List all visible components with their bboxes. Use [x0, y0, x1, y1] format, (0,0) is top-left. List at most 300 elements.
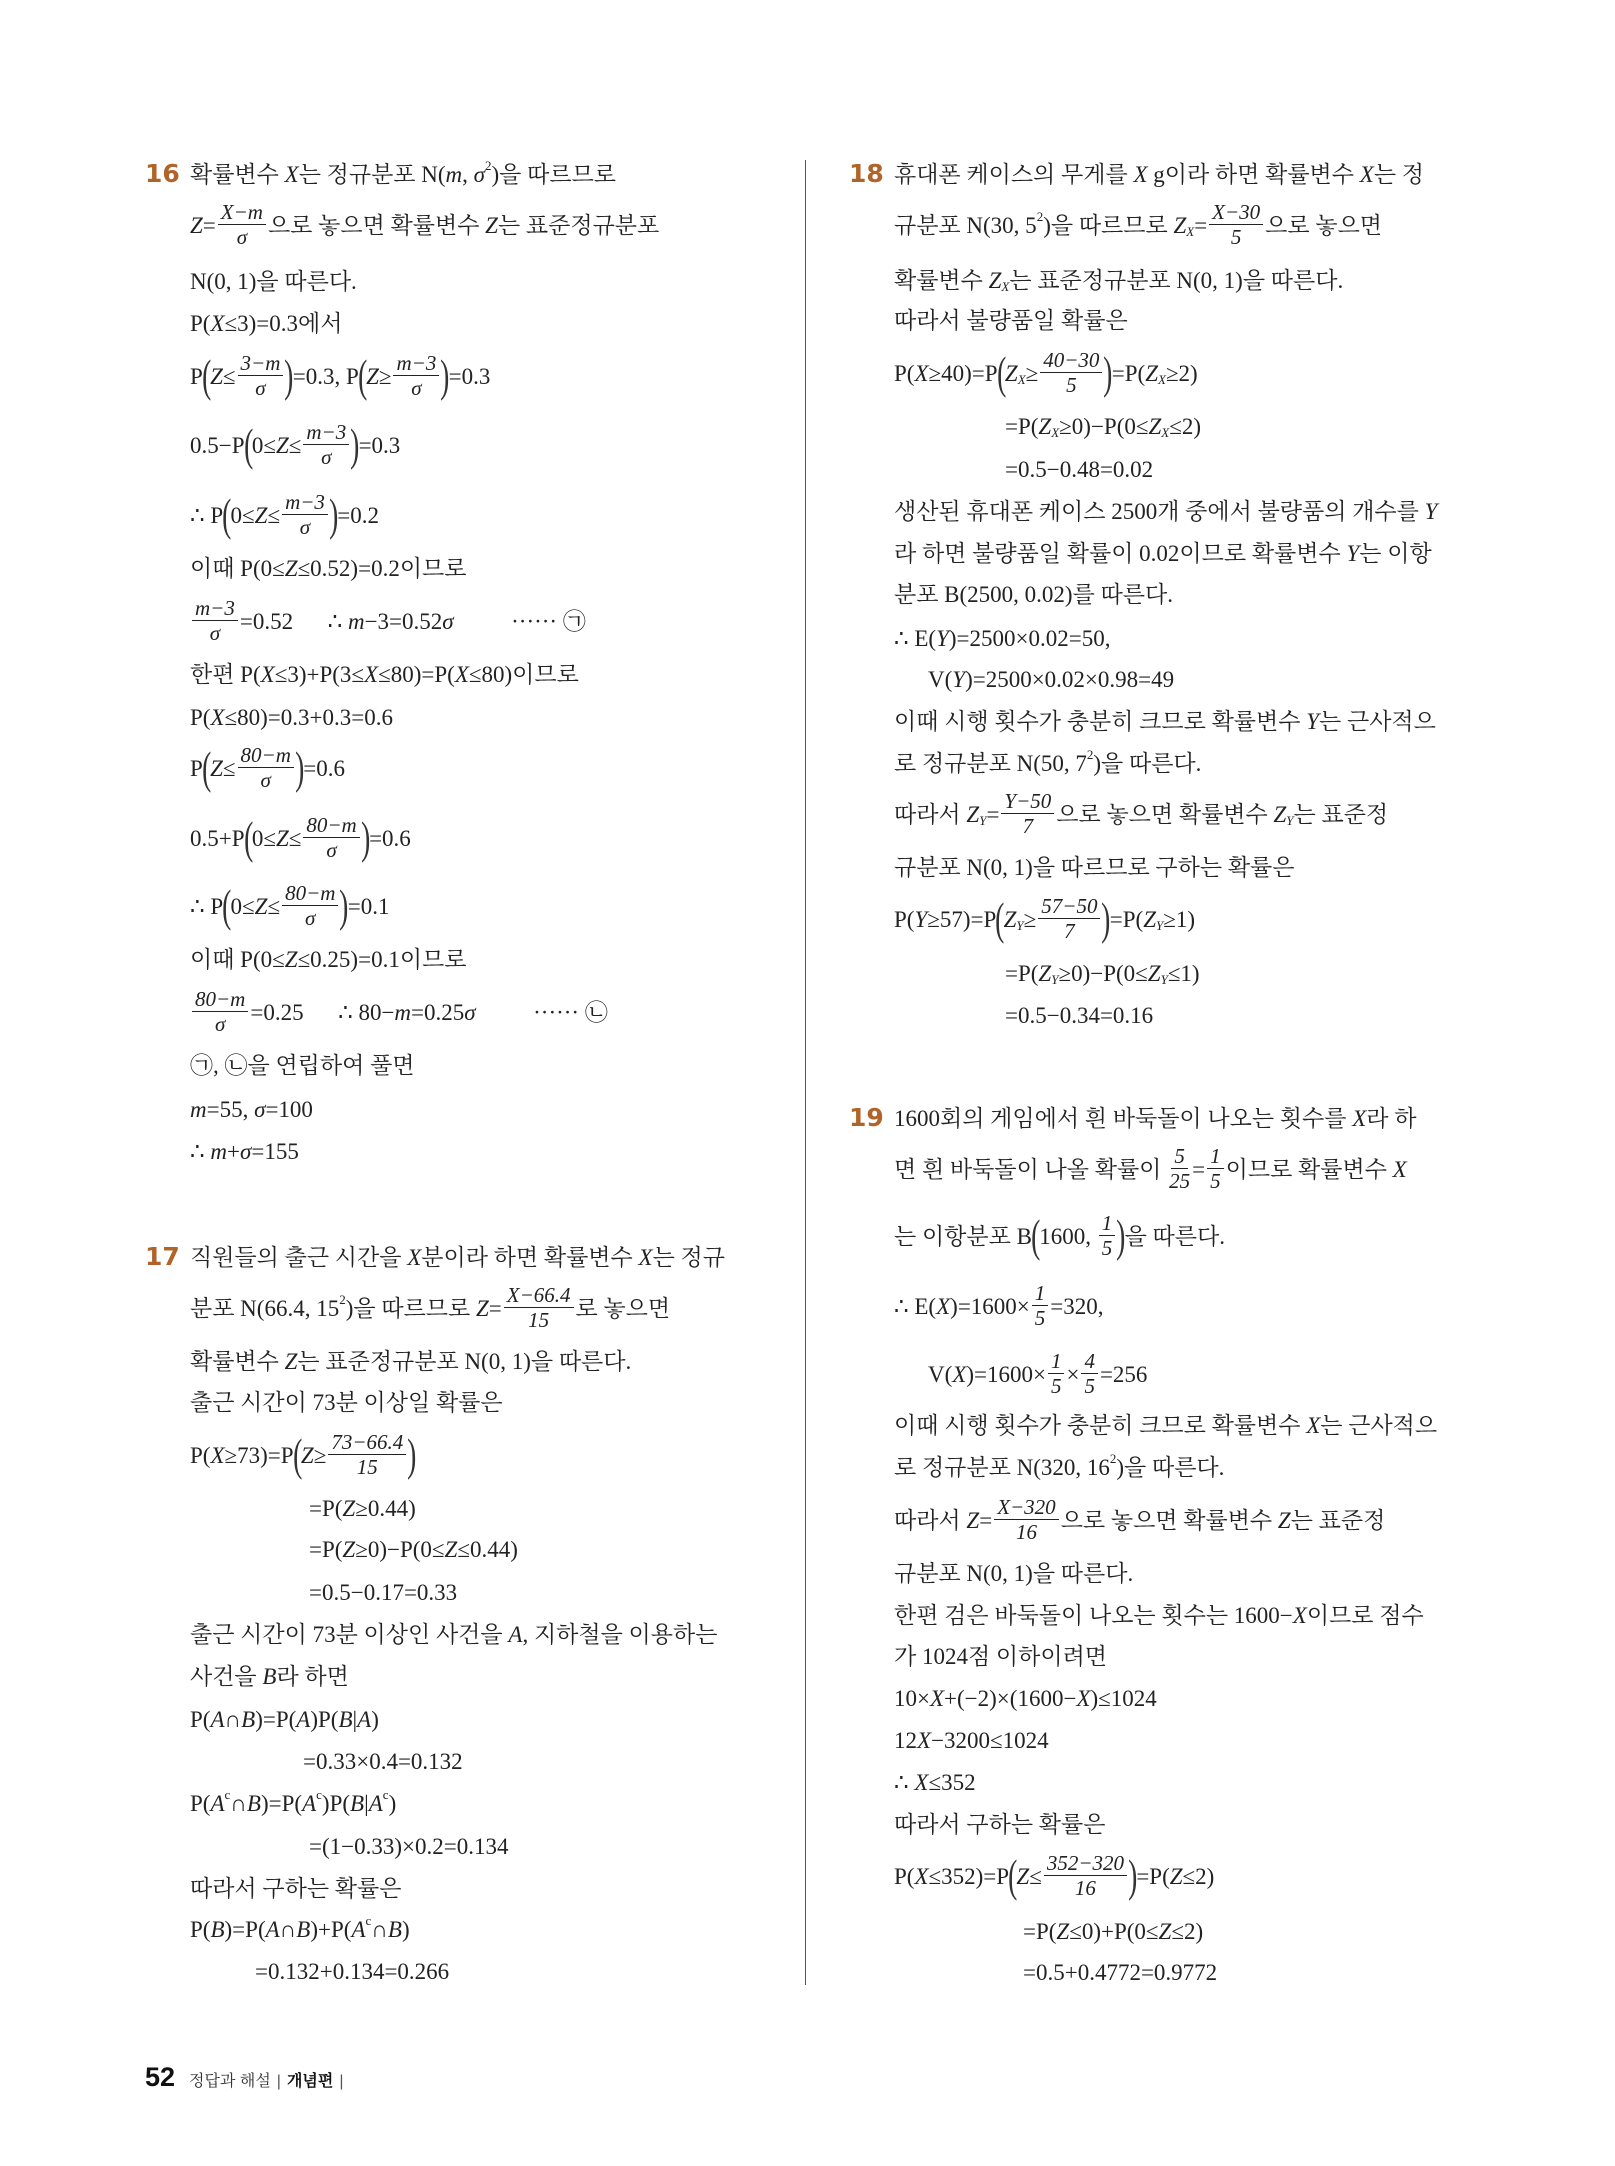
math-variable: Z — [366, 363, 379, 389]
text-segment: 으로 놓으면 — [1265, 212, 1383, 238]
math-variable: m — [190, 1096, 207, 1122]
text-segment: ≤ — [222, 755, 236, 781]
fraction-denominator: 7 — [1064, 919, 1075, 943]
solution-line — [894, 705, 1436, 737]
math-variable: X — [1392, 1156, 1407, 1182]
text-segment: 출근 시간이 73분 이상일 확률은 — [190, 1389, 503, 1415]
solution-line — [190, 419, 401, 470]
fraction — [1099, 1213, 1116, 1259]
math-variable: Z — [342, 1536, 356, 1562]
text-segment: =0.5−0.17=0.33 — [309, 1579, 458, 1605]
text-segment: ≥ — [378, 363, 392, 389]
solution-line — [190, 158, 616, 190]
text-segment: 는 이항 — [1359, 540, 1432, 566]
fraction-numerator: 352−320 — [1044, 1853, 1127, 1876]
solution-line — [894, 893, 1196, 944]
text-segment: = — [202, 212, 216, 238]
superscript: c — [224, 1786, 231, 1802]
text-segment: , — [462, 161, 474, 187]
text-segment: ≤352)=P — [928, 1863, 1010, 1889]
fraction-numerator: 1 — [1099, 1213, 1116, 1236]
math-variable: Z — [284, 946, 298, 972]
math-variable: Z — [1273, 801, 1287, 827]
text-segment: 는 이항분포 B — [894, 1223, 1032, 1249]
solution-line — [894, 304, 1128, 336]
text-segment: ∩ — [371, 1916, 388, 1942]
text-segment: 따라서 구하는 확률은 — [190, 1875, 402, 1901]
text-segment: N(0, 1)을 따른다. — [190, 268, 357, 294]
fraction — [218, 202, 266, 248]
text-segment: P( — [894, 360, 915, 386]
math-variable: Y — [914, 906, 928, 932]
math-variable: Z — [1038, 960, 1052, 986]
text-segment: ≥1) — [1163, 906, 1196, 932]
text-segment: ∩ — [279, 1916, 297, 1942]
large-parenthesis: ( — [996, 347, 1006, 398]
text-segment: ≤0.52)=0.2이므로 — [297, 555, 467, 581]
math-variable: X — [210, 704, 225, 730]
solution-line — [894, 1210, 1225, 1261]
large-parenthesis: ( — [243, 419, 253, 470]
column-divider — [805, 160, 806, 1985]
math-variable: Z — [342, 1495, 356, 1521]
text-segment: ≥40)=P — [928, 360, 998, 386]
text-segment: ≤3)+P(3≤ — [274, 661, 365, 687]
text-segment: V( — [928, 1361, 953, 1387]
fraction — [1044, 1853, 1127, 1899]
solution-line — [894, 347, 1198, 398]
fraction — [504, 1285, 574, 1331]
footer-separator: | — [276, 2073, 281, 2090]
superscript: 2 — [1036, 208, 1044, 224]
text-segment: ≤3)=0.3에서 — [224, 310, 343, 336]
problem-number: 19 — [849, 1103, 884, 1132]
superscript: 2 — [485, 157, 492, 173]
subscript: Y — [1160, 971, 1168, 987]
text-segment: )≤1024 — [1090, 1685, 1157, 1711]
text-segment: =0.5+0.4772=0.9772 — [1023, 1959, 1218, 1985]
solution-line — [190, 1049, 415, 1081]
math-variable: Z — [275, 825, 289, 851]
text-segment: P — [190, 755, 203, 781]
text-segment: =P( — [1023, 1918, 1057, 1944]
fraction — [192, 989, 248, 1035]
text-segment: =0.25 — [411, 999, 465, 1025]
fraction — [1081, 1351, 1098, 1397]
fraction-numerator: 80−m — [238, 745, 294, 768]
text-segment: g이라 하면 확률변수 — [1147, 161, 1360, 187]
text-segment: ∴ — [894, 1769, 915, 1795]
text-segment: =0.132+0.134=0.266 — [255, 1958, 450, 1984]
math-variable: Z — [1147, 960, 1161, 986]
text-segment: )=2500×0.02=50, — [948, 625, 1111, 651]
text-segment: )=P( — [255, 1706, 297, 1732]
text-segment: ) — [401, 1916, 410, 1942]
math-variable: X — [210, 1442, 225, 1468]
fraction-denominator: 5 — [1084, 1374, 1095, 1398]
text-segment: 0≤ — [230, 502, 255, 528]
text-segment: 0≤ — [251, 432, 276, 458]
text-segment: ≤0.44) — [457, 1536, 518, 1562]
math-variable: Z — [210, 363, 223, 389]
text-segment: 이때 P(0≤ — [190, 555, 285, 581]
text-segment: ······ ㉡ — [475, 999, 608, 1025]
solution-line — [894, 1766, 976, 1798]
text-segment: ≥0.44) — [355, 1495, 416, 1521]
text-segment: −3=0.52 — [364, 608, 443, 634]
text-segment: =0.5−0.48=0.02 — [1005, 456, 1154, 482]
fraction — [238, 745, 294, 791]
solution-line — [309, 1492, 416, 1524]
text-segment: = — [986, 801, 1000, 827]
text-segment: 을 따른다. — [1124, 1223, 1225, 1249]
text-segment: ≤1) — [1167, 960, 1200, 986]
text-segment: ≥ — [1025, 360, 1039, 386]
solution-line — [190, 200, 660, 249]
large-parenthesis: ) — [328, 489, 339, 540]
solution-line — [894, 200, 1383, 249]
text-segment: )=P( — [260, 1790, 303, 1816]
text-segment: , 지하철을 이용하는 — [522, 1621, 718, 1647]
superscript: 2 — [339, 1291, 346, 1307]
fraction — [1038, 896, 1100, 942]
solution-line — [190, 552, 466, 584]
text-segment: 사건을 — [190, 1663, 263, 1689]
fraction-denominator: 25 — [1169, 1169, 1191, 1193]
text-segment: 는 근사적으 — [1320, 1412, 1438, 1438]
large-parenthesis: ) — [339, 880, 349, 931]
text-segment: 확률변수 — [190, 161, 285, 187]
math-variable: X — [1359, 161, 1374, 187]
solution-line — [928, 663, 1174, 695]
solution-line — [190, 1283, 671, 1332]
text-segment: ≤ — [288, 432, 302, 458]
math-variable: B — [296, 1916, 311, 1942]
math-variable: Z — [1158, 1918, 1172, 1944]
solution-line — [1023, 1915, 1203, 1947]
math-variable: Z — [1004, 360, 1018, 386]
section-name: 개념편 — [286, 2073, 334, 2090]
math-variable: σ — [473, 161, 486, 187]
text-segment: 이므로 점수 — [1306, 1602, 1424, 1628]
solution-line — [190, 1135, 299, 1167]
superscript: c — [382, 1786, 389, 1802]
subscript: X — [1001, 278, 1010, 294]
text-segment: 1600회의 게임에서 흰 바둑돌이 나오는 횟수를 — [894, 1105, 1353, 1131]
fraction-denominator: 15 — [356, 1455, 378, 1479]
math-variable: Z — [1277, 1507, 1291, 1533]
solution-line — [309, 1576, 457, 1608]
text-segment: =0.33×0.4=0.132 — [303, 1748, 463, 1774]
book-part: 정답과 해설 — [189, 2073, 271, 2090]
math-variable: Z — [1056, 1918, 1070, 1944]
text-segment: )=1600× — [966, 1361, 1046, 1387]
fraction-numerator: 5 — [1171, 1146, 1188, 1169]
text-segment: 이때 P(0≤ — [190, 946, 285, 972]
solution-line — [190, 1913, 410, 1945]
solution-line — [190, 701, 393, 733]
text-segment: =(1−0.33)×0.2=0.134 — [309, 1833, 509, 1859]
text-segment: ≤2) — [1182, 1863, 1215, 1889]
fraction — [994, 1497, 1059, 1543]
math-variable: Y — [1346, 540, 1360, 566]
math-variable: A — [351, 1916, 366, 1942]
solution-line — [894, 264, 1343, 296]
math-variable: A — [296, 1706, 311, 1732]
text-segment: =256 — [1099, 1361, 1148, 1387]
fraction-denominator: 5 — [1066, 373, 1077, 397]
math-variable: A — [210, 1790, 225, 1816]
text-segment: )=2500×0.02×0.98=49 — [965, 666, 1175, 692]
text-segment: ≤0)+P(0≤ — [1069, 1918, 1159, 1944]
solution-line — [190, 265, 357, 297]
large-parenthesis: ) — [1116, 1210, 1126, 1261]
solution-line — [190, 489, 379, 540]
large-parenthesis: ( — [243, 812, 253, 863]
fraction-denominator: 16 — [1074, 1876, 1096, 1900]
math-variable: X — [952, 1361, 967, 1387]
text-segment: )을 따른다. — [1116, 1454, 1225, 1480]
text-segment: = — [979, 1507, 993, 1533]
text-segment: ≥73)=P — [224, 1442, 294, 1468]
math-variable: Z — [1016, 1863, 1030, 1889]
text-segment: V( — [928, 666, 953, 692]
math-variable: Z — [1173, 212, 1187, 238]
text-segment: 10× — [894, 1685, 930, 1711]
math-variable: B — [387, 1916, 402, 1942]
large-parenthesis: ) — [407, 1429, 417, 1480]
math-variable: X — [1076, 1685, 1091, 1711]
text-segment: P — [190, 363, 203, 389]
text-segment: 1600, — [1039, 1223, 1097, 1249]
text-segment: 확률변수 — [190, 1348, 285, 1374]
text-segment: 확률변수 — [894, 267, 989, 293]
text-segment: 라 하면 — [276, 1663, 349, 1689]
text-segment: 이때 시행 횟수가 충분히 크므로 확률변수 — [894, 708, 1307, 734]
text-segment: =P( — [1005, 413, 1039, 439]
math-variable: X — [917, 1727, 932, 1753]
text-segment: 0.5+P — [190, 825, 245, 851]
solution-line — [894, 1599, 1424, 1631]
fraction-denominator: σ — [236, 225, 248, 249]
text-segment: =P( — [309, 1495, 343, 1521]
text-segment: 는 표준정 — [1290, 1507, 1386, 1533]
math-variable: σ — [240, 1138, 252, 1164]
text-segment: 0.5−P — [190, 432, 245, 458]
text-segment: 로 놓으면 — [575, 1295, 671, 1321]
text-segment: 으로 놓으면 확률변수 — [1056, 801, 1274, 827]
fraction-denominator: σ — [321, 445, 332, 469]
subscript: Y — [1156, 917, 1164, 933]
text-segment: =P( — [1109, 906, 1144, 932]
text-segment: 직원들의 출근 시간을 — [190, 1244, 408, 1270]
large-parenthesis: ( — [357, 350, 367, 401]
text-segment: ∩ — [230, 1790, 247, 1816]
text-segment: =55, — [206, 1096, 255, 1122]
math-variable: X — [1133, 161, 1148, 187]
large-parenthesis: ) — [440, 350, 450, 401]
text-segment: 는 정 — [1373, 161, 1424, 187]
solution-line — [1005, 957, 1200, 989]
large-parenthesis: ) — [284, 350, 294, 401]
large-parenthesis: ( — [222, 880, 232, 931]
fraction — [1169, 1146, 1190, 1192]
fraction — [393, 353, 439, 399]
math-variable: Y — [952, 666, 966, 692]
text-segment: ) — [388, 1790, 397, 1816]
large-parenthesis: ( — [995, 893, 1005, 944]
text-segment: ∴ — [190, 1138, 211, 1164]
text-segment: =0.2 — [337, 502, 379, 528]
text-segment: 따라서 — [894, 1507, 967, 1533]
subscript: X — [1186, 223, 1195, 239]
footer-separator: | — [339, 2073, 344, 2090]
solution-line — [894, 1850, 1215, 1901]
math-variable: Z — [966, 1507, 980, 1533]
text-segment: =0.6 — [303, 755, 345, 781]
solution-line — [190, 880, 390, 931]
solution-line — [190, 1660, 349, 1692]
fraction-numerator: 80−m — [282, 883, 338, 906]
text-segment: P( — [190, 310, 211, 336]
text-segment: 휴대폰 케이스의 무게를 — [894, 161, 1134, 187]
text-segment: ∴ E( — [894, 1293, 937, 1319]
text-segment: )=P( — [224, 1916, 266, 1942]
fraction-numerator: 40−30 — [1040, 350, 1102, 373]
text-segment: ∴ P — [190, 502, 224, 528]
text-segment: 따라서 구하는 확률은 — [894, 1811, 1106, 1837]
solution-line — [894, 158, 1424, 190]
text-segment: × — [1066, 1361, 1080, 1387]
text-segment: 면 흰 바둑돌이 나올 확률이 — [894, 1156, 1168, 1182]
text-segment: ≥0)−P(0≤ — [1059, 413, 1149, 439]
solution-line — [190, 1093, 313, 1125]
solution-line — [894, 851, 1294, 883]
fraction-denominator: σ — [214, 1012, 226, 1036]
math-variable: Z — [1003, 906, 1017, 932]
text-segment: =0.52 ∴ — [239, 608, 348, 634]
text-segment: 출근 시간이 73분 이상인 사건을 — [190, 1621, 509, 1647]
text-segment: 는 표준정규분포 — [497, 212, 660, 238]
text-segment: 으로 놓으면 확률변수 — [1060, 1507, 1278, 1533]
text-segment: 생산된 휴대폰 케이스 2500개 중에서 불량품의 개수를 — [894, 498, 1425, 524]
solution-line — [190, 307, 342, 339]
text-segment: ㉠, ㉡을 연립하여 풀면 — [190, 1052, 415, 1078]
solution-line — [190, 742, 345, 793]
text-segment: ≤ — [1029, 1863, 1042, 1889]
math-variable: σ — [254, 1096, 266, 1122]
subscript: X — [1161, 424, 1170, 440]
subscript: X — [1157, 371, 1166, 387]
fraction — [282, 883, 338, 929]
subscript: Y — [1286, 812, 1294, 828]
solution-line — [894, 1724, 1049, 1756]
text-segment: =P( — [1111, 360, 1146, 386]
problem-number: 18 — [849, 159, 884, 188]
text-segment: 이므로 확률변수 — [1225, 1156, 1393, 1182]
math-variable: Z — [1148, 413, 1162, 439]
text-segment: 분포 N(66.4, 15 — [190, 1295, 340, 1321]
fraction-numerator: 1 — [1048, 1351, 1065, 1374]
solution-line — [190, 1386, 503, 1418]
text-segment: ≤ — [222, 363, 236, 389]
fraction-numerator: 1 — [1207, 1146, 1224, 1169]
text-segment: ∩ — [224, 1706, 242, 1732]
solution-line — [190, 1787, 396, 1819]
superscript: c — [316, 1786, 322, 1802]
math-variable: X — [454, 661, 469, 687]
solution-line — [309, 1533, 518, 1565]
text-segment: 따라서 불량품일 확률은 — [894, 307, 1128, 333]
text-segment: ∴ E( — [894, 625, 937, 651]
solution-line — [894, 1682, 1157, 1714]
solution-line — [190, 987, 608, 1036]
text-segment: =155 — [251, 1138, 299, 1164]
text-segment: ≤80)=0.3+0.3=0.6 — [224, 704, 393, 730]
text-segment: 으로 놓으면 확률변수 — [267, 212, 486, 238]
math-variable: A — [302, 1790, 317, 1816]
large-parenthesis: ( — [222, 489, 232, 540]
math-variable: Y — [1424, 498, 1438, 524]
fraction-numerator: 1 — [1032, 1283, 1049, 1306]
text-segment: 한편 P( — [190, 661, 261, 687]
fraction-denominator: 5 — [1210, 1169, 1221, 1193]
text-segment: 는 정규 — [652, 1244, 725, 1270]
text-segment: P( — [190, 1706, 211, 1732]
subscript: Y — [1016, 917, 1024, 933]
large-parenthesis: ( — [292, 1429, 302, 1480]
solution-line — [894, 1102, 1416, 1134]
large-parenthesis: ( — [1008, 1850, 1018, 1901]
solution-line — [894, 1281, 1104, 1330]
fraction-numerator: X−320 — [994, 1497, 1059, 1520]
solution-line — [190, 350, 491, 401]
text-segment: + — [227, 1138, 240, 1164]
fraction — [303, 815, 359, 861]
fraction-denominator: 5 — [1050, 1374, 1062, 1398]
subscript: X — [1051, 424, 1060, 440]
fraction-denominator: 15 — [528, 1308, 550, 1332]
text-segment: 규분포 N(0, 1)을 따르므로 구하는 확률은 — [894, 854, 1295, 880]
math-variable: X — [407, 1244, 422, 1270]
page-number: 52 — [145, 2062, 176, 2092]
text-segment: 로 정규분포 N(320, 16 — [894, 1454, 1110, 1480]
math-variable: X — [260, 661, 275, 687]
text-segment: ≤2) — [1171, 1918, 1204, 1944]
subscript: Y — [979, 812, 987, 828]
text-segment: = — [1192, 1156, 1206, 1182]
math-variable: X — [914, 1863, 929, 1889]
fraction — [238, 353, 284, 399]
text-segment: ≥ — [1023, 906, 1037, 932]
math-variable: Z — [1143, 906, 1156, 932]
math-variable: m — [394, 999, 412, 1025]
math-variable: X — [914, 1769, 929, 1795]
fraction-denominator: 16 — [1015, 1520, 1037, 1544]
text-segment: =0.5−0.34=0.16 — [1005, 1002, 1154, 1028]
math-variable: σ — [464, 999, 476, 1025]
fraction — [1207, 1146, 1224, 1192]
large-parenthesis: ) — [1101, 893, 1111, 944]
large-parenthesis: ) — [1103, 347, 1113, 398]
subscript: X — [1017, 371, 1026, 387]
text-segment: 가 1024점 이하이려면 — [894, 1643, 1108, 1669]
math-variable: A — [368, 1790, 383, 1816]
math-variable: X — [364, 661, 379, 687]
math-variable: Y — [1306, 708, 1320, 734]
text-segment: ∴ P — [190, 893, 224, 919]
math-variable: Z — [1145, 360, 1158, 386]
